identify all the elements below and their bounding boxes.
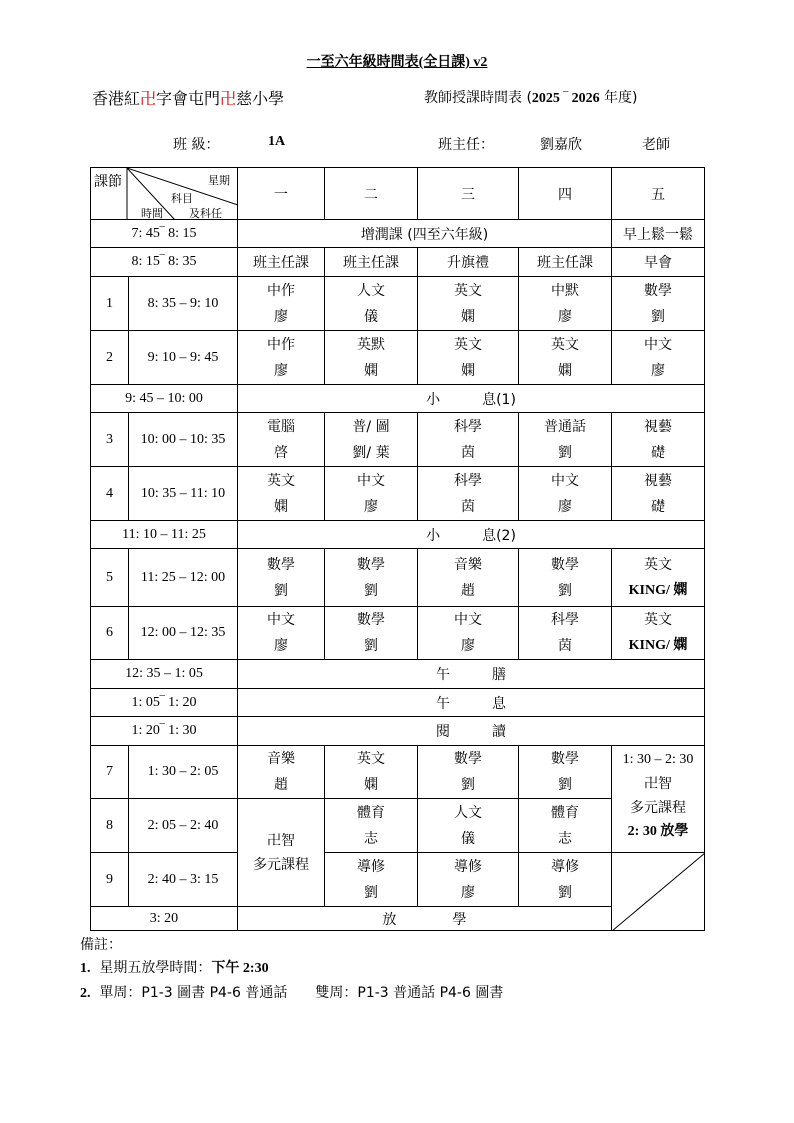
time-cell: 9: 45 – 10: 00 — [91, 385, 238, 413]
activity-cell: 班主任課 — [519, 248, 612, 277]
subject: 中作 — [267, 282, 295, 299]
lesson-cell — [238, 549, 325, 607]
period-time: 10: 00 – 10: 35 — [129, 413, 238, 467]
lesson-cell — [418, 277, 519, 331]
subject: 中文 — [357, 472, 385, 489]
subject: 英默 — [357, 336, 385, 353]
teacher: 嫻 — [274, 498, 288, 515]
document-title: 一至六年級時間表(全日課) v2 — [306, 55, 488, 70]
school-year: 2025 ‾ 2026 — [531, 91, 600, 106]
period-number: 9 — [91, 853, 129, 907]
lesson-cell — [612, 549, 705, 607]
school-swastika-char: 卍 — [140, 89, 157, 108]
school-name-part: 字會屯門 — [156, 89, 221, 108]
header-time: 時間 — [141, 207, 163, 220]
header-teacher: 及科任 — [189, 207, 222, 220]
activity-cell: 班主任課 — [238, 248, 325, 277]
teacher: 儀 — [364, 308, 378, 325]
subject: 數學 — [267, 556, 295, 573]
teacher: 志 — [558, 830, 572, 847]
friday-pm-program: 多元課程 — [630, 800, 686, 816]
period-row — [91, 746, 705, 799]
subject: 數學 — [454, 751, 482, 767]
teacher: 嫻 — [364, 777, 378, 793]
friday-morning-cell: 早上鬆一鬆 — [612, 220, 705, 248]
lesson-cell — [612, 467, 705, 521]
lesson-cell — [612, 277, 705, 331]
period-time: 12: 00 – 12: 35 — [129, 607, 238, 660]
school-swastika-char: 卍 — [220, 89, 237, 108]
header-corner-cell — [91, 168, 238, 220]
time-cell: 1: 20‾ 1: 30 — [91, 717, 238, 746]
period-number: 6 — [91, 607, 129, 660]
time-cell: 8: 15‾ 8: 35 — [91, 248, 238, 277]
day-header-fri: 五 — [612, 168, 705, 220]
lesson-cell — [612, 331, 705, 385]
teacher: 廖 — [274, 362, 288, 379]
lesson-cell — [519, 607, 612, 660]
period-time: 11: 25 – 12: 00 — [129, 549, 238, 607]
teacher: 劉 — [558, 777, 572, 793]
period-number: 2 — [91, 331, 129, 385]
activity-cell: 升旗禮 — [418, 248, 519, 277]
subject: 英文 — [551, 336, 579, 353]
subject: 人文 — [357, 282, 385, 299]
period-number: 1 — [91, 277, 129, 331]
teacher: 劉/ 葉 — [352, 444, 390, 461]
lesson-cell — [325, 331, 418, 385]
class-value: 1A — [268, 134, 286, 149]
recess-row — [91, 521, 705, 549]
diagonal-strike — [612, 853, 705, 931]
morning-assembly-row — [91, 248, 705, 277]
enrichment-cell: 增潤課 (四至六年級) — [238, 220, 612, 248]
teacher: KING/ 嫻 — [628, 638, 688, 653]
reading-row — [91, 717, 705, 746]
note-text: 星期五放學時間： — [99, 960, 212, 976]
subject: 中文 — [551, 472, 579, 489]
teacher: 趙 — [461, 582, 475, 599]
program-label: 卍智 — [267, 832, 295, 849]
subject: 音樂 — [454, 556, 482, 573]
lesson-cell — [519, 799, 612, 853]
period-number: 4 — [91, 467, 129, 521]
friday-pm-time: 1: 30 – 2: 30 — [622, 752, 694, 767]
class-label: 班 級： — [173, 137, 220, 153]
time-cell: 12: 35 – 1: 05 — [91, 660, 238, 689]
subtitle-prefix: 教師授課時間表 ( — [424, 90, 532, 106]
teacher: 劉 — [364, 638, 378, 654]
program-name: 多元課程 — [253, 856, 309, 873]
empty-crossed-cell — [612, 853, 705, 931]
note-text: 單周：P1-3 圖書 P4-6 普通話 雙周：P1-3 普通話 P4-6 圖書 — [99, 985, 504, 1001]
period-row — [91, 549, 705, 607]
teacher: 劉 — [274, 582, 288, 599]
lesson-cell — [238, 413, 325, 467]
teacher: 劉 — [364, 582, 378, 599]
subject: 數學 — [357, 612, 385, 628]
time-cell: 11: 10 – 11: 25 — [91, 521, 238, 549]
subject: 中文 — [644, 336, 672, 353]
class-teacher-label: 班主任： — [438, 137, 494, 153]
reading-cell: 閱 讀 — [238, 717, 705, 746]
lesson-cell — [325, 549, 418, 607]
teacher: 廖 — [651, 362, 665, 379]
teacher: 廖 — [558, 498, 572, 515]
friday-dismissal: 2: 30 放學 — [627, 824, 689, 839]
subject: 數學 — [551, 751, 579, 767]
subject: 中作 — [267, 336, 295, 353]
subject: 英文 — [454, 336, 482, 353]
recess-cell: 小 息(1) — [238, 385, 705, 413]
lesson-cell — [418, 607, 519, 660]
subject: 視藝 — [644, 418, 672, 435]
subject: 普/ 圖 — [352, 418, 390, 435]
monday-program-cell — [238, 799, 325, 907]
time-cell: 7: 45‾ 8: 15 — [91, 220, 238, 248]
lesson-cell — [519, 277, 612, 331]
lesson-cell — [519, 746, 612, 799]
subject: 英文 — [644, 612, 672, 628]
teacher: 劉 — [558, 444, 572, 461]
lesson-cell — [325, 799, 418, 853]
time-cell: 1: 05‾ 1: 20 — [91, 689, 238, 717]
subject: 英文 — [454, 282, 482, 299]
note-2 — [80, 982, 503, 1002]
lesson-cell — [418, 799, 519, 853]
note-number: 1. — [80, 961, 91, 976]
teacher: 茵 — [461, 444, 475, 461]
subject: 中默 — [551, 282, 579, 299]
lesson-cell — [519, 331, 612, 385]
school-name — [92, 86, 284, 109]
class-teacher-name: 劉嘉欣 — [540, 137, 582, 153]
lesson-cell — [612, 607, 705, 660]
lesson-cell — [612, 413, 705, 467]
lesson-cell — [238, 277, 325, 331]
subject: 音樂 — [267, 751, 295, 767]
lesson-cell — [325, 467, 418, 521]
period-row — [91, 413, 705, 467]
lesson-cell — [238, 607, 325, 660]
recess-row — [91, 385, 705, 413]
note-number: 2. — [80, 986, 91, 1001]
period-row — [91, 277, 705, 331]
lesson-cell — [418, 413, 519, 467]
period-time: 9: 10 – 9: 45 — [129, 331, 238, 385]
teacher: 廖 — [364, 498, 378, 515]
period-time: 2: 05 – 2: 40 — [129, 799, 238, 853]
school-name-part: 慈小學 — [236, 89, 285, 108]
teacher: 礎 — [651, 444, 665, 461]
subject: 人文 — [454, 804, 482, 821]
subject: 科學 — [551, 612, 579, 628]
lesson-cell — [238, 467, 325, 521]
lesson-cell — [325, 277, 418, 331]
lesson-cell — [418, 853, 519, 907]
period-number: 8 — [91, 799, 129, 853]
period-time: 1: 30 – 2: 05 — [129, 746, 238, 799]
period-number: 7 — [91, 746, 129, 799]
teacher: 茵 — [558, 638, 572, 654]
lesson-cell — [325, 746, 418, 799]
note-bold-time: 下午 2:30 — [211, 961, 269, 976]
period-row — [91, 331, 705, 385]
teacher: KING/ 嫻 — [628, 582, 688, 598]
dismissal-cell: 放 學 — [238, 907, 612, 931]
activity-cell: 班主任課 — [325, 248, 418, 277]
lesson-cell — [238, 746, 325, 799]
header-subject: 科目 — [171, 192, 193, 205]
subject: 數學 — [551, 556, 579, 573]
teacher: 廖 — [274, 638, 288, 654]
lesson-cell — [418, 331, 519, 385]
period-number: 3 — [91, 413, 129, 467]
note-1 — [80, 957, 269, 977]
teacher: 廖 — [461, 638, 475, 654]
period-time: 10: 35 – 11: 10 — [129, 467, 238, 521]
teacher: 嫻 — [461, 308, 475, 325]
subject: 體育 — [551, 804, 579, 821]
period-row — [91, 853, 705, 907]
teacher: 劉 — [461, 777, 475, 793]
lunch-row — [91, 660, 705, 689]
timetable — [90, 167, 705, 931]
lesson-cell — [325, 853, 418, 907]
subject: 體育 — [357, 804, 385, 821]
lesson-cell — [325, 607, 418, 660]
activity-cell: 早會 — [612, 248, 705, 277]
subject: 科學 — [454, 418, 482, 435]
teacher: 嫻 — [558, 362, 572, 379]
period-time: 8: 35 – 9: 10 — [129, 277, 238, 331]
notes-title: 備註： — [80, 937, 122, 953]
teacher: 儀 — [461, 830, 475, 847]
day-header-tue: 二 — [325, 168, 418, 220]
subject: 英文 — [357, 751, 385, 767]
lesson-cell — [418, 467, 519, 521]
teacher: 劉 — [651, 308, 665, 325]
header-row — [91, 168, 705, 220]
friday-afternoon-cell — [612, 746, 705, 853]
noon-rest-cell: 午 息 — [238, 689, 705, 717]
day-header-mon: 一 — [238, 168, 325, 220]
period-row — [91, 607, 705, 660]
period-row — [91, 467, 705, 521]
teacher: 廖 — [461, 884, 475, 901]
lunch-cell: 午 膳 — [238, 660, 705, 689]
friday-pm-label: 卍智 — [644, 776, 672, 792]
teacher: 趙 — [274, 777, 288, 793]
subject: 數學 — [644, 282, 672, 299]
teacher: 礎 — [651, 498, 665, 515]
subject: 導修 — [551, 858, 579, 875]
lesson-cell — [519, 853, 612, 907]
subject: 電腦 — [267, 418, 295, 435]
subject: 英文 — [267, 472, 295, 489]
teacher: 劉 — [558, 884, 572, 901]
period-time: 2: 40 – 3: 15 — [129, 853, 238, 907]
lesson-cell — [418, 549, 519, 607]
teacher: 劉 — [558, 582, 572, 599]
subject: 導修 — [357, 858, 385, 875]
subject: 科學 — [454, 472, 482, 489]
teacher: 廖 — [558, 308, 572, 325]
header-period: 課節 — [94, 174, 122, 190]
subject: 中文 — [454, 612, 482, 628]
timetable-subtitle — [424, 87, 638, 107]
day-header-thu: 四 — [519, 168, 612, 220]
subject: 數學 — [357, 556, 385, 573]
enrichment-row — [91, 220, 705, 248]
lesson-cell — [325, 413, 418, 467]
teacher: 茵 — [461, 498, 475, 515]
day-header-wed: 三 — [418, 168, 519, 220]
lesson-cell — [519, 549, 612, 607]
lesson-cell — [519, 413, 612, 467]
teacher: 啓 — [274, 444, 288, 461]
teacher: 廖 — [274, 308, 288, 325]
teacher: 劉 — [364, 884, 378, 901]
lesson-cell — [238, 331, 325, 385]
subject: 普通話 — [544, 418, 586, 435]
period-number: 5 — [91, 549, 129, 607]
header-weekday: 星期 — [208, 174, 230, 187]
noon-rest-row — [91, 689, 705, 717]
recess-cell: 小 息(2) — [238, 521, 705, 549]
school-name-part: 香港紅 — [92, 89, 141, 108]
teacher: 嫻 — [461, 362, 475, 379]
teacher-title: 老師 — [642, 137, 670, 153]
time-cell: 3: 20 — [91, 907, 238, 931]
teacher: 志 — [364, 830, 378, 847]
subject: 視藝 — [644, 472, 672, 489]
subtitle-suffix: 年度) — [599, 90, 638, 106]
subject: 英文 — [644, 556, 672, 573]
lesson-cell — [418, 746, 519, 799]
subject: 導修 — [454, 858, 482, 875]
teacher: 嫻 — [364, 362, 378, 379]
lesson-cell — [519, 467, 612, 521]
subject: 中文 — [267, 612, 295, 628]
